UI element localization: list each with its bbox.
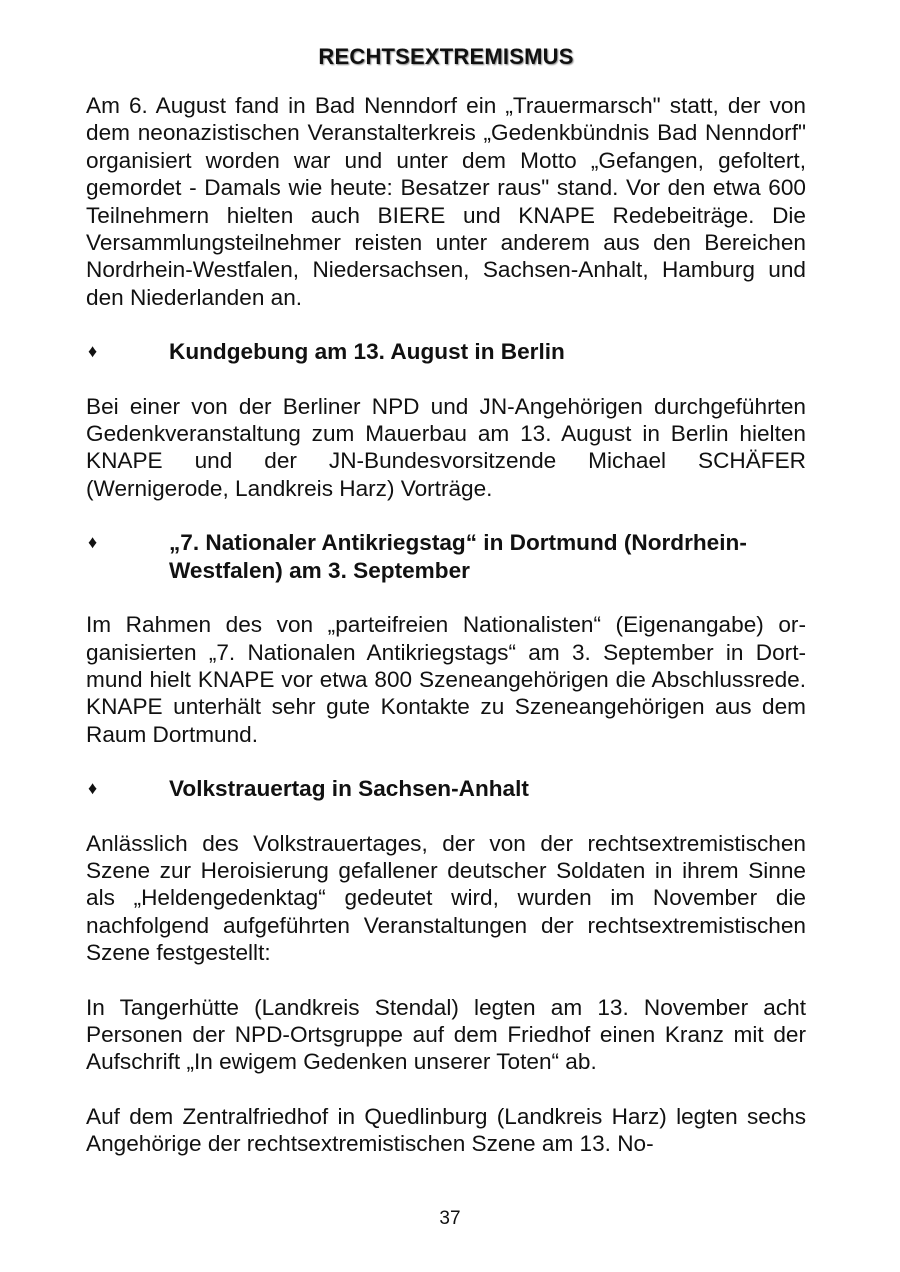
paragraph-berlin: Bei einer von der Berliner NPD und JN-Angehörigen durchgeführten Gedenkveranstaltung zum Mauerbau am 13. August in Berlin hielten KNAPE und der JN-Bundesvorsitzende Michael SCHÄFER (Wernigerode, Landkreis Harz) Vorträge. — [86, 393, 806, 501]
section-heading-dortmund — [86, 529, 806, 584]
page-header-title: RECHTSEXTREMISMUS — [318, 44, 574, 69]
spacer — [86, 502, 806, 529]
paragraph-quedlinburg: Auf dem Zentralfriedhof in Quedlinburg (Landkreis Harz) legten sechs Angehörige der rechtsextremistischen Szene am 13. No- — [86, 1103, 806, 1157]
section-heading-volkstrauertag — [86, 775, 806, 802]
spacer — [86, 967, 806, 994]
spacer — [86, 366, 806, 393]
paragraph-tangerhuette: In Tangerhütte (Landkreis Stendal) legten am 13. November acht Personen der NPD-Ortsgruppe auf dem Friedhof einen Kranz mit der Aufschrift „In ewigem Gedenken unserer Toten“ ab. — [86, 994, 806, 1075]
paragraph-volkstrauertag-intro: Anlässlich des Volkstrauertages, der von der rechtsextremistischen Szene zur Heroisierung gefallener deutscher Soldaten in ihrem Sinne als „Heldengedenktag“ gedeutet wird, wurden im November die nachfolgend aufgeführten Veranstaltungen der rechtsextremistischen Szene festgestellt: — [86, 830, 806, 966]
diamond-bullet-icon: ♦ — [88, 778, 98, 799]
diamond-bullet-icon: ♦ — [88, 341, 98, 362]
spacer — [86, 803, 806, 830]
diamond-bullet-icon: ♦ — [88, 532, 98, 553]
document-page — [86, 40, 806, 1158]
paragraph-dortmund: Im Rahmen des von „parteifreien Nationalisten“ (Eigenangabe) organisierten „7. Nationalen Antikriegstags“ am 3. September in Dortmund hielt KNAPE vor etwa 800 Szeneangehörigen die Abschlussrede. KNAPE unterhält sehr gute Kontakte zu Szeneangehörigen aus dem Raum Dortmund. — [86, 612, 806, 747]
heading-text: „7. Nationaler Antikriegstag“ in Dortmund (Nordrhein-Westfalen) am 3. September — [169, 530, 747, 583]
spacer — [86, 584, 806, 611]
section-heading-berlin — [86, 338, 806, 365]
paragraph-bad-nenndorf: Am 6. August fand in Bad Nenndorf ein „Trauermarsch" statt, der von dem neonazistischen Veranstalterkreis „Gedenkbündnis Bad Nenndorf" organisiert worden war und unter dem Motto „Gefangen, gefoltert, gemordet - Damals wie heute: Besatzer raus" stand. Vor den etwa 600 Teilnehmern hielten auch BIERE und KNAPE Redebeiträge. Die Versammlungsteilnehmer reisten unter anderem aus den Bereichen Nordrhein-Westfalen, Niedersachsen, Sachsen-Anhalt, Hamburg und den Niederlanden an. — [86, 93, 806, 310]
heading-text: Volkstrauertag in Sachsen-Anhalt — [169, 776, 529, 802]
spacer — [86, 748, 806, 775]
heading-text: Kundgebung am 13. August in Berlin — [169, 339, 565, 365]
spacer — [86, 1076, 806, 1103]
spacer — [86, 311, 806, 338]
page-number: 37 — [439, 1208, 461, 1229]
